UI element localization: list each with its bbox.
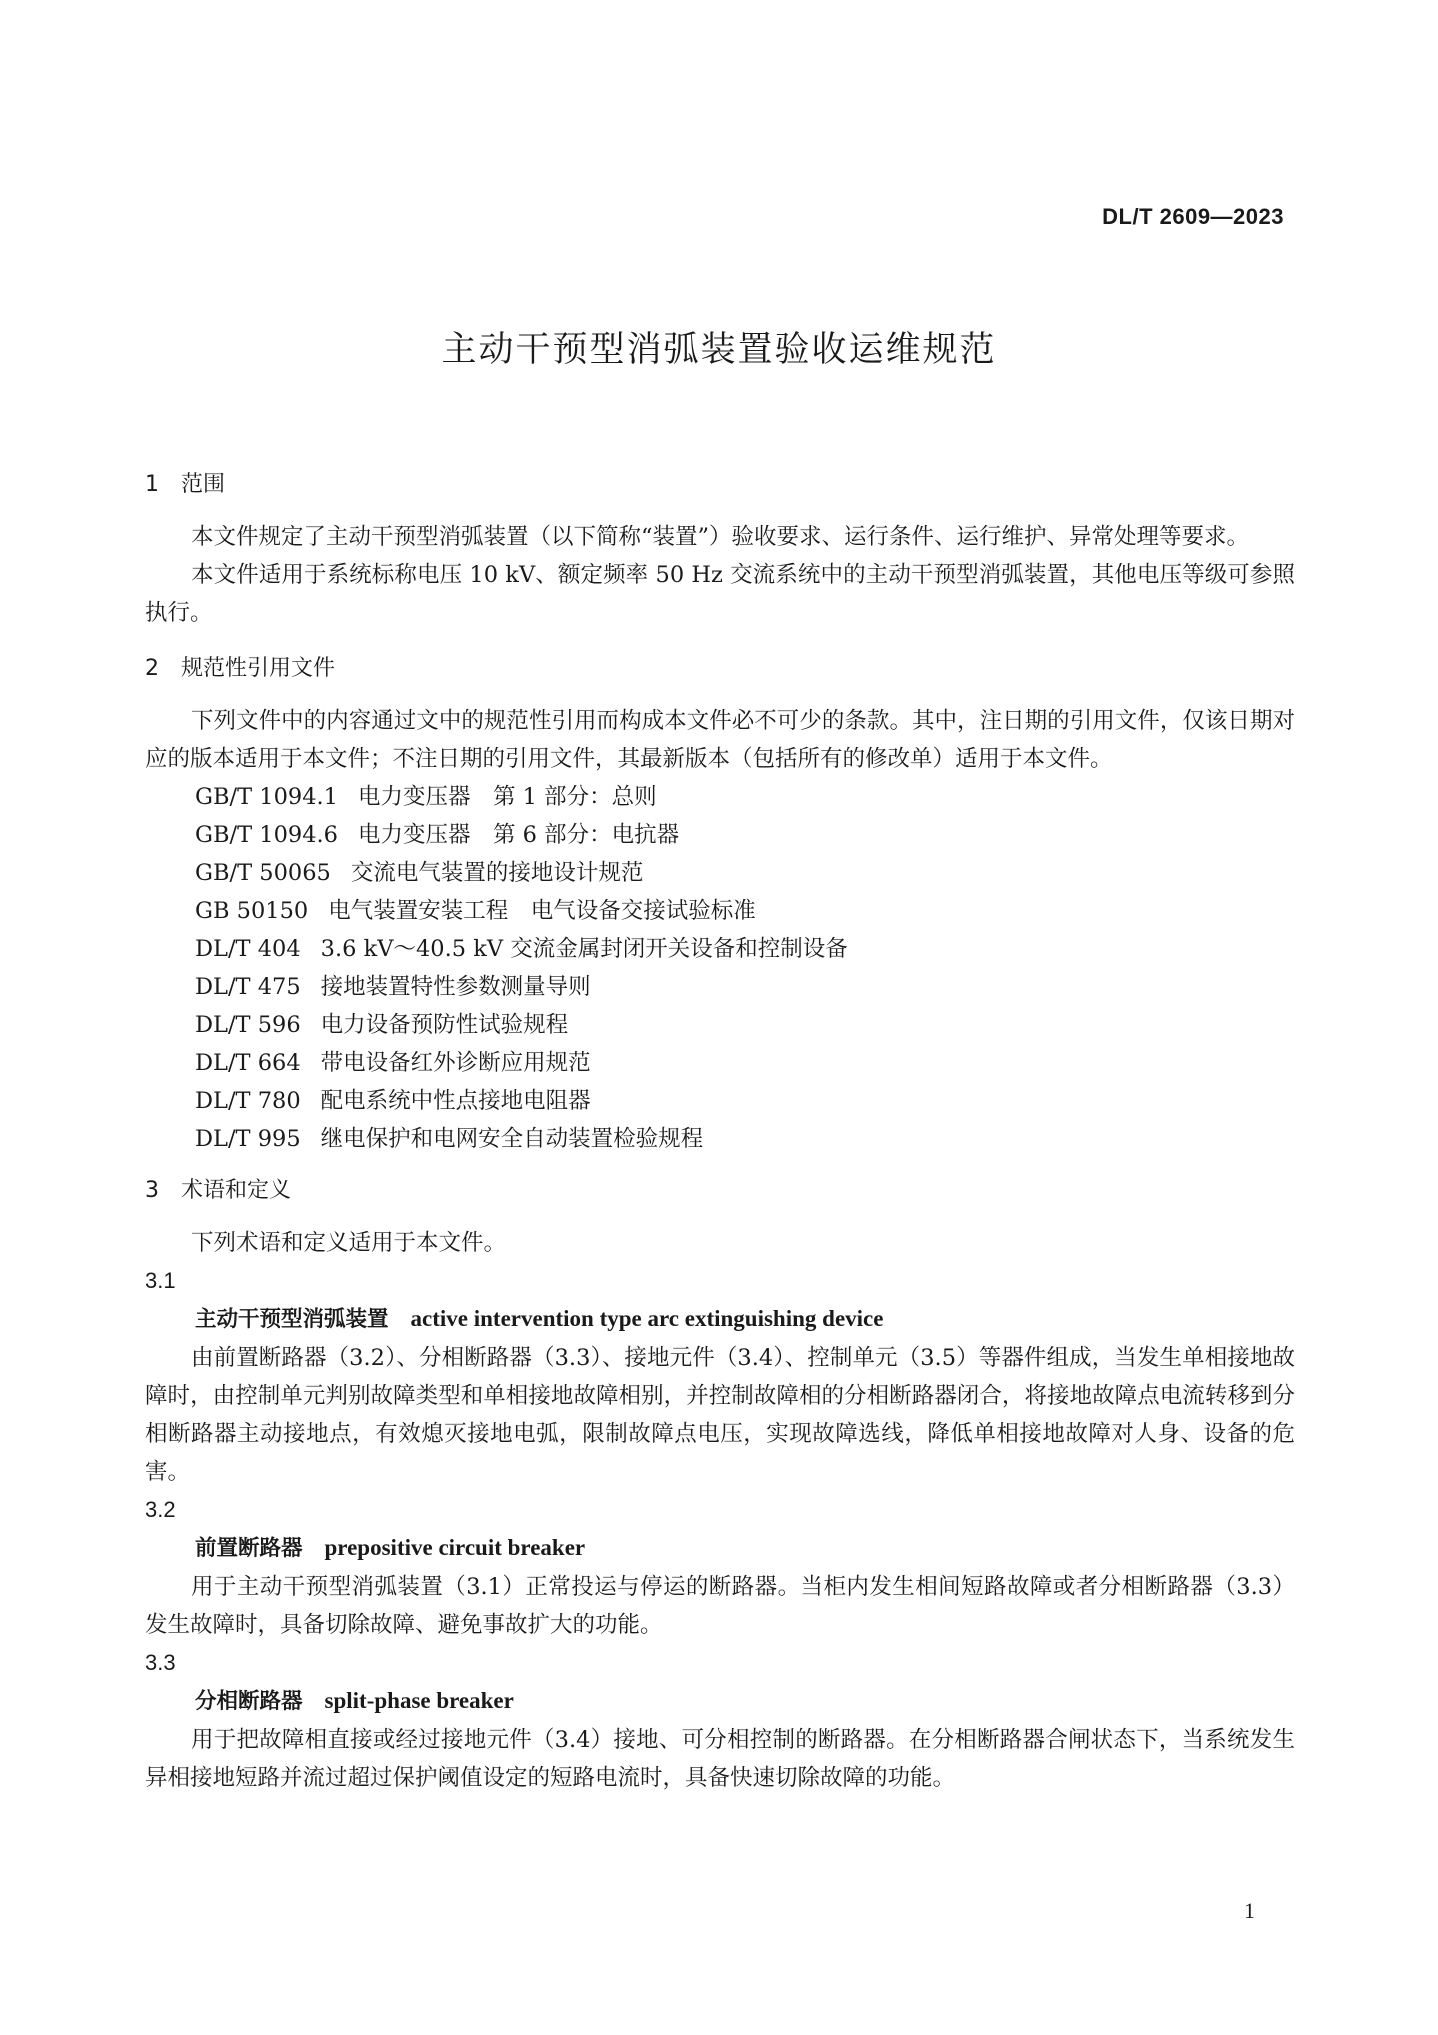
section-number: 2: [145, 656, 159, 681]
clause-number: 3.2: [145, 1497, 176, 1522]
reference-title: 电力设备预防性试验规程: [320, 1012, 569, 1038]
term-en: active intervention type arc extinguishing device: [410, 1306, 884, 1331]
paragraph: 本文件规定了主动干预型消弧装置（以下简称“装置”）验收要求、运行条件、运行维护、异常处理等要求。: [191, 524, 1250, 550]
reference-code: DL/T 664: [195, 1050, 301, 1076]
reference-item: [145, 816, 1295, 854]
reference-item: [145, 778, 1295, 816]
paragraph: 下列文件中的内容通过文中的规范性引用而构成本文件必不可少的条款。其中，注日期的引用文件，仅该日期对应的版本适用于本文件；不注日期的引用文件，其最新版本（包括所有的修改单）适用于本文件。: [145, 708, 1295, 772]
reference-title: 交流电气装置的接地设计规范: [350, 860, 644, 886]
reference-code: GB/T 1094.6: [195, 822, 338, 848]
reference-title: 3.6 kV～40.5 kV 交流金属封闭开关设备和控制设备: [320, 936, 848, 962]
term-entry: [145, 1300, 1295, 1339]
reference-item: [145, 1044, 1295, 1082]
term-definition: 由前置断路器（3.2）、分相断路器（3.3）、接地元件（3.4）、控制单元（3.5）等器件组成，当发生单相接地故障时，由控制单元判别故障类型和单相接地故障相别，并控制故障相的分相断路器闭合，将接地故障点电流转移到分相断路器主动接地点，有效熄灭接地电弧，限制故障点电压，实现故障选线，降低单相接地故障对人身、设备的危害。: [145, 1345, 1295, 1485]
term-en: split-phase breaker: [324, 1688, 514, 1713]
term-zh: 分相断路器: [195, 1689, 303, 1714]
reference-item: [145, 1006, 1295, 1044]
document-title: 主动干预型消弧装置验收运维规范: [441, 330, 997, 370]
reference-code: DL/T 475: [195, 974, 301, 1000]
section-title: 规范性引用文件: [181, 656, 336, 681]
section-number: 1: [145, 472, 159, 497]
reference-title: 电力变压器 第 6 部分：电抗器: [357, 822, 680, 848]
reference-code: GB/T 1094.1: [195, 784, 338, 810]
term-entry: [145, 1529, 1295, 1568]
reference-title: 配电系统中性点接地电阻器: [320, 1088, 591, 1114]
term-zh: 前置断路器: [195, 1536, 303, 1561]
reference-code: GB/T 50065: [195, 860, 331, 886]
reference-title: 带电设备红外诊断应用规范: [320, 1050, 591, 1076]
reference-title: 电气装置安装工程 电气设备交接试验标准: [328, 898, 756, 924]
reference-title: 接地装置特性参数测量导则: [320, 974, 591, 1000]
reference-list: [145, 778, 1295, 1158]
page-number: 1: [1244, 1898, 1255, 1923]
reference-item: [145, 854, 1295, 892]
term-en: prepositive circuit breaker: [324, 1535, 586, 1560]
reference-code: DL/T 780: [195, 1088, 301, 1114]
term-zh: 主动干预型消弧装置: [195, 1307, 389, 1332]
section-title: 术语和定义: [181, 1178, 292, 1203]
reference-item: [145, 930, 1295, 968]
clause-number: 3.3: [145, 1650, 176, 1675]
reference-title: 电力变压器 第 1 部分：总则: [357, 784, 657, 810]
document-body: [145, 466, 1295, 1797]
reference-code: DL/T 995: [195, 1126, 301, 1152]
reference-code: DL/T 404: [195, 936, 301, 962]
reference-code: GB 50150: [195, 898, 309, 924]
section-number: 3: [145, 1178, 159, 1203]
reference-title: 继电保护和电网安全自动装置检验规程: [320, 1126, 704, 1152]
section-2-heading: [145, 650, 1295, 688]
term-definition: 用于主动干预型消弧装置（3.1）正常投运与停运的断路器。当柜内发生相间短路故障或者分相断路器（3.3）发生故障时，具备切除故障、避免事故扩大的功能。: [145, 1574, 1295, 1638]
term-definition: 用于把故障相直接或经过接地元件（3.4）接地、可分相控制的断路器。在分相断路器合闸状态下，当系统发生异相接地短路并流过超过保护阈值设定的短路电流时，具备快速切除故障的功能。: [145, 1727, 1295, 1791]
section-1-heading: [145, 466, 1295, 504]
reference-item: [145, 892, 1295, 930]
paragraph: 下列术语和定义适用于本文件。: [191, 1230, 507, 1256]
reference-item: [145, 1082, 1295, 1120]
clause-number: 3.1: [145, 1268, 176, 1293]
section-3-heading: [145, 1172, 1295, 1210]
reference-item: [145, 968, 1295, 1006]
section-title: 范围: [181, 472, 226, 497]
paragraph: 本文件适用于系统标称电压 10 kV、额定频率 50 Hz 交流系统中的主动干预型消弧装置，其他电压等级可参照执行。: [145, 562, 1295, 626]
reference-item: [145, 1120, 1295, 1158]
standard-code: DL/T 2609—2023: [1102, 204, 1284, 229]
term-entry: [145, 1682, 1295, 1721]
reference-code: DL/T 596: [195, 1012, 301, 1038]
